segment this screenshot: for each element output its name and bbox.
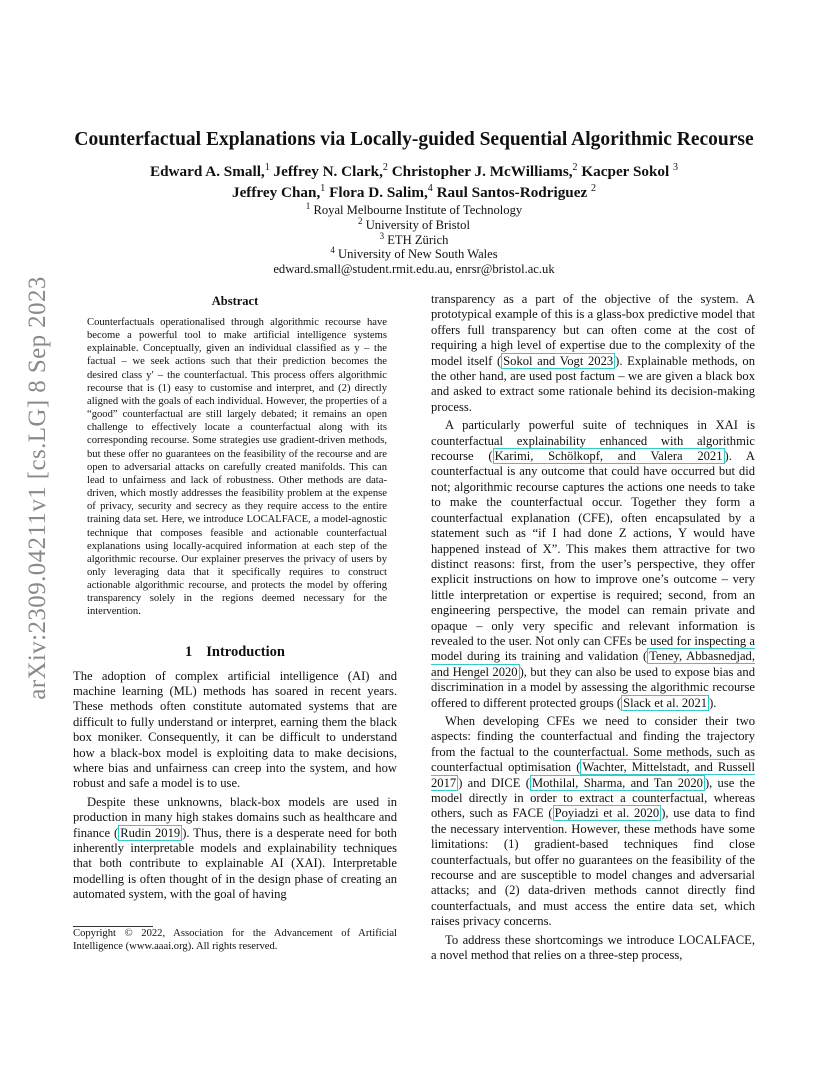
affiliation	[60, 215, 768, 233]
citation-link[interactable]: Slack et al. 2021	[623, 695, 708, 710]
author-name: Edward A. Small,	[149, 163, 265, 180]
section-heading-introduction	[73, 643, 397, 669]
author-list	[60, 161, 768, 203]
citation-link[interactable]: Mothilal, Sharma, and Tan 2020	[531, 775, 703, 790]
right-paragraph-3	[431, 714, 755, 930]
author-name: Kacper Sokol	[581, 163, 670, 180]
affiliation-mark: 4	[427, 183, 433, 194]
affiliation-name: ETH Zürich	[387, 232, 449, 247]
affiliation	[60, 247, 768, 262]
citation-link[interactable]: Sokol and Vogt 2023	[503, 353, 614, 368]
affiliation-list	[60, 203, 768, 277]
right-paragraph-4: To address these shortcomings we introduce LOCALFACE, a novel method that relies on a three-step process,	[431, 932, 755, 963]
paragraph-text: ). Explainable methods, on the other hand, are used post factum – we are given a black box and asked to extract some rationale behind its decision-making process.	[431, 353, 756, 414]
section-title: Introduction	[206, 643, 285, 660]
affiliation-mark: 2	[382, 162, 388, 173]
paragraph-text: A particularly powerful suite of techniques in XAI is counterfactual explainability enhanced with algorithmic recourse (	[431, 418, 755, 464]
citation-link[interactable]: Teney, Abbasnedjad, and Hengel 2020	[431, 649, 755, 679]
right-paragraph-2	[431, 418, 755, 711]
paragraph-text: ), use data to find the necessary intervention. However, these methods have some limitations: (1) gradient-based techniques find close counterfactuals, but offer no guarantees on the feasibility of the recourse and are susceptible to model changes and adversarial attacks; and (2) data-driven methods cannot directly find counterfactuals, and must access the entire data set, which raises privacy concerns.	[431, 806, 756, 929]
arxiv-sidebar	[8, 0, 68, 1072]
affiliation-mark: 1	[264, 162, 270, 173]
paragraph-text: transparency as a part of the objective of the system. A prototypical example of this is a glass-box predictive model that offers full transparency but can often come at the cost of requiring a high level of expertise due to the complexity of the model itself (	[431, 292, 755, 368]
paragraph-text: ). Thus, there is a desperate need for both inherently interpretable models and explainability techniques that both contribute to explainable AI (XAI). Interpretable modelling is often thought of in the design phase of creating an automated system, with the goal of having	[73, 825, 397, 902]
author-name: Christopher J. McWilliams,	[391, 163, 573, 180]
affiliation-name: University of New South Wales	[338, 247, 498, 262]
intro-paragraph-1: The adoption of complex artificial intelligence (AI) and machine learning (ML) methods has soared in recent years. These methods often constitute automated systems that are difficult to fully understand or interpret, earning them the black box moniker. Consequently, it can be difficult to understand how a black-box model is exploiting data to make decisions, where bias and unfairness can creep into the system, and how robust and safe a model is to use.	[73, 668, 397, 791]
abstract-heading: Abstract	[211, 294, 259, 308]
author-name: Flora D. Salim,	[329, 184, 428, 201]
paper-title: Counterfactual Explanations via Locally-guided Sequential Algorithmic Recourse	[74, 129, 754, 150]
affiliation-mark: 3	[379, 230, 385, 241]
arxiv-identifier: arXiv:2309.04211v1 [cs.LG] 8 Sep 2023	[24, 276, 51, 700]
affiliation-mark: 2	[572, 162, 578, 173]
author-line-1	[60, 161, 768, 182]
right-column	[431, 292, 755, 963]
paragraph-text: Despite these unknowns, black-box models are used in production in many high stakes domains such as healthcare and finance (	[73, 794, 397, 840]
copyright-footnote: Copyright © 2022, Association for the Advancement of Artificial Intelligence (www.aaai.org). All rights reserved.	[73, 928, 397, 952]
affiliation	[60, 230, 768, 248]
affiliation-name: University of Bristol	[365, 217, 470, 232]
author-line-2	[60, 182, 768, 203]
affiliation-mark: 2	[591, 183, 597, 194]
paragraph-text: ).	[709, 695, 717, 710]
paragraph-text: ), but they can also be used to expose bias and discrimination in a model by assessing the algorithmic recourse offered to different protected groups (	[431, 664, 755, 710]
author-name: Raul Santos-Rodriguez	[436, 184, 588, 201]
citation-link[interactable]: Poyiadzi et al. 2020	[554, 806, 660, 821]
right-paragraph-1	[431, 292, 755, 415]
affiliation-mark: 1	[320, 183, 326, 194]
author-name: Jeffrey Chan,	[231, 184, 321, 201]
paragraph-text: When developing CFEs we need to consider their two aspects: finding the counterfactual and finding the trajectory from the factual to the counterfactual. Some methods, such as counterfactual optimisation (	[431, 713, 755, 775]
affiliation-mark: 1	[305, 201, 311, 211]
author-emails: edward.small@student.rmit.edu.au, enrsr@bristol.ac.uk	[273, 262, 555, 277]
affiliation-mark: 3	[673, 162, 679, 173]
paragraph-text: ), use the model directly in order to extract a counterfactual, whereas others, such as FACE (	[431, 775, 755, 821]
affiliation-mark: 2	[358, 215, 363, 226]
citation-link[interactable]: Wachter, Mittelstadt, and Russell 2017	[431, 760, 755, 790]
intro-paragraph-2	[73, 795, 397, 903]
citation-link[interactable]: Karimi, Schölkopf, and Valera 2021	[494, 449, 723, 464]
affiliation-name: Royal Melbourne Institute of Technology	[313, 203, 523, 217]
abstract-text: Counterfactuals operationalised through algorithmic recourse have become a powerful tool to make artificial intelligence systems explainable. Conceptually, given an individual classified as y – the factual – we seek actions such that their prediction becomes the desired class y′ – the counterfactual. This process offers algorithmic recourse that is (1) easy to customise and interpret, and (2) directly aligned with the goals of each individual. However, the properties of a “good” counterfactual are still largely debated; it remains an open challenge to effectively locate a counterfactual along with its corresponding recourse. Some strategies use gradient-driven methods, but these offer no guarantees on the feasibility of the recourse and are open to adversarial attacks on carefully created manifolds. This can lead to unfairness and lack of robustness. Other methods are data-driven, which mostly addresses the feasibility problem at the expense of privacy, security and secrecy as they require access to the entire training data set. Here, we introduce LOCALFACE, a model-agnostic technique that composes feasible and actionable counterfactual explanations using locally-acquired information at each step of the algorithmic recourse. Our explainer preserves the privacy of users by only leveraging data that it specifically requires to construct actionable algorithmic recourse, and protects the model by offering transparency solely in the regions deemed necessary for the intervention.	[87, 317, 387, 618]
affiliation	[60, 203, 768, 218]
author-name: Jeffrey N. Clark,	[273, 163, 383, 180]
paragraph-text: ) and DICE (	[458, 775, 530, 790]
affiliation-mark: 4	[330, 245, 335, 256]
paragraph-text: ). A counterfactual is any outcome that could have occurred but did not; algorithmic recourse captures the actions one needs to take to make the counterfactual occur. Together they form a counterfactual explanation (CFE), often encapsulated by a statement such as “if I had done Z actions, Y would have happened instead of X”. This makes them attractive for two distinct reasons: first, from the user’s perspective, they offer explicit instructions on how to improve one’s outcome – very little interpretation or expertise is required; second, from an engineering perspective, the model can remain private and opaque – only very specific and relevant information is revealed to the user. Not only can CFEs be used for inspecting a model during its training and validation (	[431, 449, 755, 664]
citation-link[interactable]: Rudin 2019	[120, 825, 181, 840]
section-number: 1	[185, 643, 193, 660]
left-column	[73, 292, 397, 903]
